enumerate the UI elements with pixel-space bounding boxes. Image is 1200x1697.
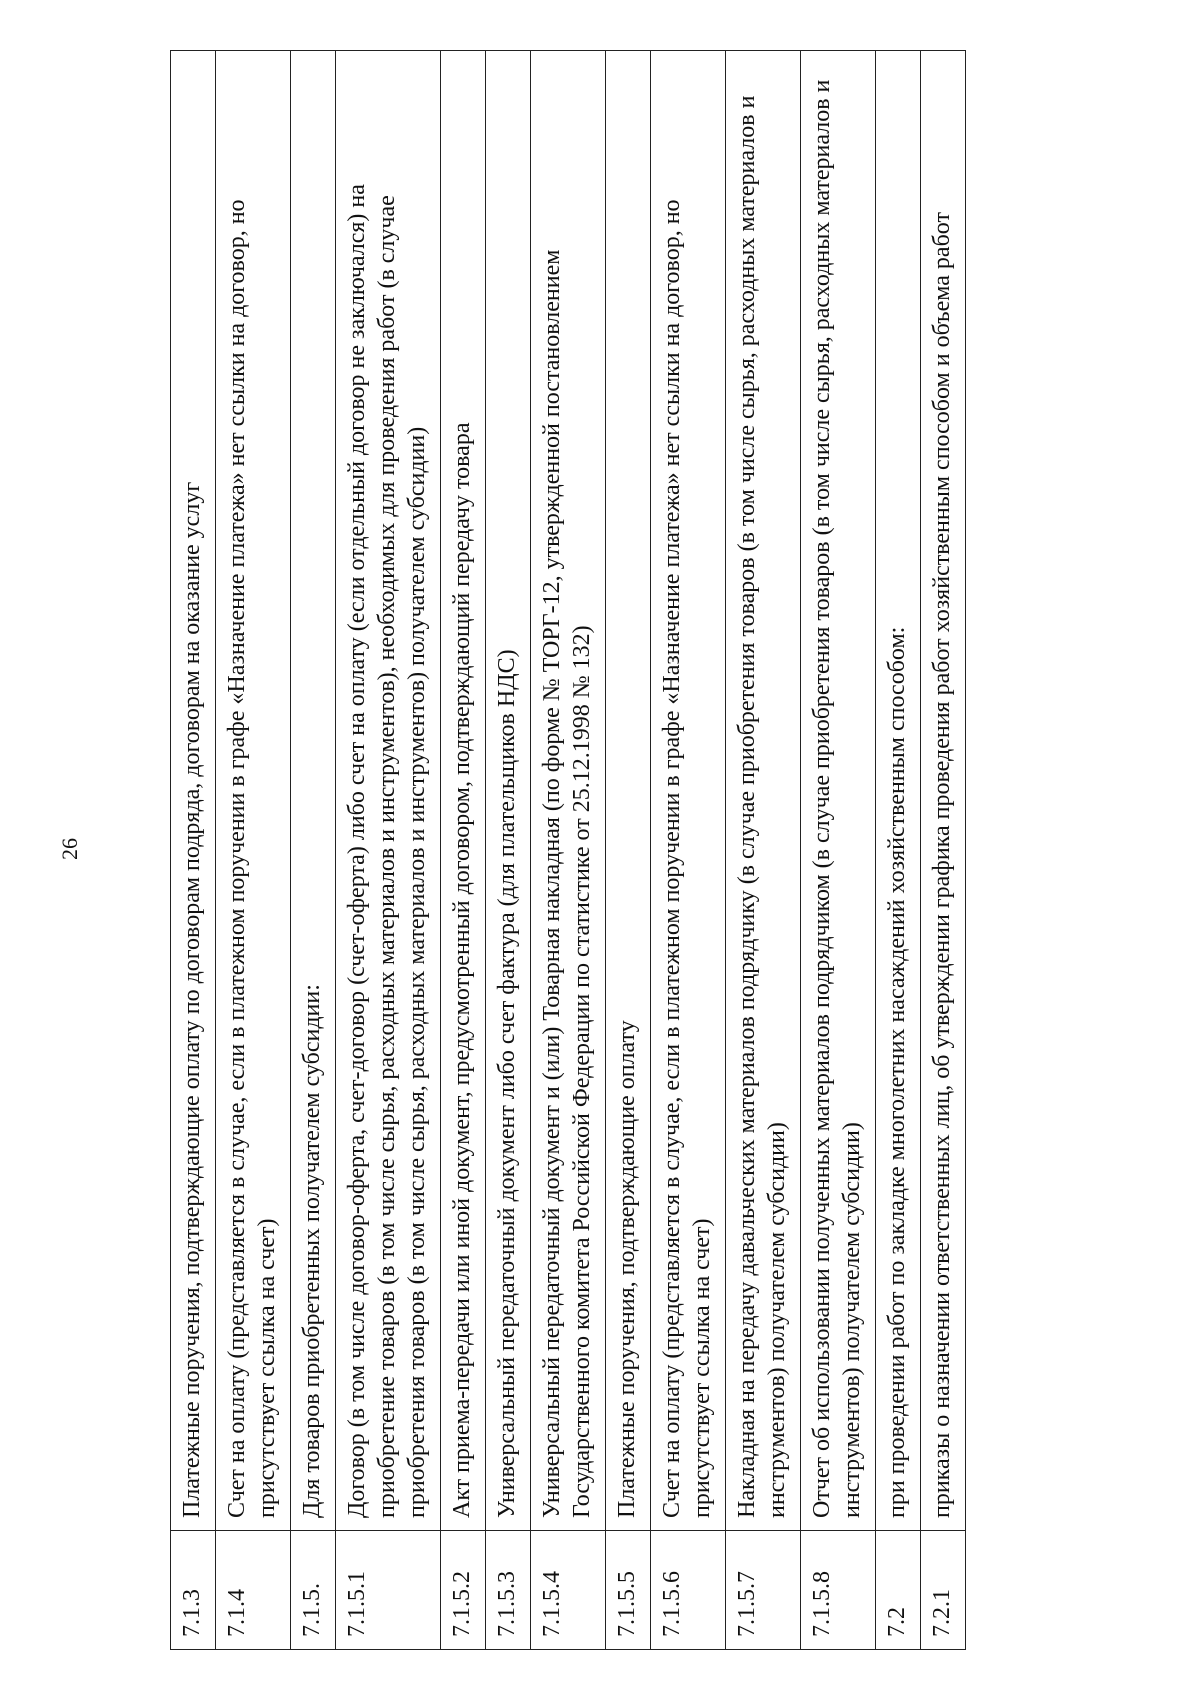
table-row xyxy=(171,51,216,1650)
item-description: Акт приема-передачи или иной документ, предусмотренный договором, подтверждающий передачу товара xyxy=(441,51,486,1531)
table-row xyxy=(336,51,441,1650)
item-number: 7.1.5. xyxy=(291,1531,336,1650)
item-number: 7.1.5.1 xyxy=(336,1531,441,1650)
item-number: 7.1.5.7 xyxy=(726,1531,801,1650)
document-table xyxy=(170,50,966,1650)
document-table-container xyxy=(170,50,1070,1650)
item-description: Накладная на передачу давальческих материалов подрядчику (в случае приобретения товаров (в том числе сырья, расходных материалов и инструментов) получателем субсидии) xyxy=(726,51,801,1531)
table-row xyxy=(651,51,726,1650)
item-number: 7.1.4 xyxy=(216,1531,291,1650)
table-row xyxy=(606,51,651,1650)
item-description: Универсальный передаточный документ и (или) Товарная накладная (по форме № ТОРГ-12, утвержденной постановлением Государственного комитета Российской Федерации по статистике от 25.12.1998 № 132) xyxy=(531,51,606,1531)
table-row xyxy=(486,51,531,1650)
item-number: 7.2.1 xyxy=(921,1531,966,1650)
item-number: 7.1.5.8 xyxy=(801,1531,876,1650)
item-number: 7.2 xyxy=(876,1531,921,1650)
table-row xyxy=(216,51,291,1650)
table-row xyxy=(726,51,801,1650)
item-description: при проведении работ по закладке многолетних насаждений хозяйственным способом: xyxy=(876,51,921,1531)
table-row xyxy=(921,51,966,1650)
item-description: Платежные поручения, подтверждающие оплату по договорам подряда, договорам на оказание услуг xyxy=(171,51,216,1531)
table-row xyxy=(531,51,606,1650)
item-description: Отчет об использовании полученных материалов подрядчиком (в случае приобретения товаров (в том числе сырья, расходных материалов и инструментов) получателем субсидии) xyxy=(801,51,876,1531)
table-row xyxy=(441,51,486,1650)
table-body xyxy=(171,51,966,1650)
item-description: Для товаров приобретенных получателем субсидии: xyxy=(291,51,336,1531)
item-number: 7.1.5.3 xyxy=(486,1531,531,1650)
item-number: 7.1.5.4 xyxy=(531,1531,606,1650)
item-description: приказы о назначении ответственных лиц, об утверждении графика проведения работ хозяйственным способом и объема работ xyxy=(921,51,966,1531)
item-description: Счет на оплату (представляется в случае, если в платежном поручении в графе «Назначение платежа» нет ссылки на договор, но присутствует ссылка на счет) xyxy=(651,51,726,1531)
item-description: Счет на оплату (представляется в случае, если в платежном поручении в графе «Назначение платежа» нет ссылки на договор, но присутствует ссылка на счет) xyxy=(216,51,291,1531)
item-number: 7.1.5.5 xyxy=(606,1531,651,1650)
item-description: Договор (в том числе договор-оферта, счет-договор (счет-оферта) либо счет на оплату (если отдельный договор не заключался) на приобретение товаров (в том числе сырья, расходных материалов и инструментов), необходимых для проведения работ (в случае приобретения товаров (в том числе сырья, расходных материалов и инструментов) получателем субсидии) xyxy=(336,51,441,1531)
item-description: Универсальный передаточный документ либо счет фактура (для плательщиков НДС) xyxy=(486,51,531,1531)
item-number: 7.1.3 xyxy=(171,1531,216,1650)
item-number: 7.1.5.2 xyxy=(441,1531,486,1650)
table-row xyxy=(876,51,921,1650)
item-number: 7.1.5.6 xyxy=(651,1531,726,1650)
table-row xyxy=(801,51,876,1650)
page-number: 26 xyxy=(57,838,82,860)
table-row xyxy=(291,51,336,1650)
item-description: Платежные поручения, подтверждающие оплату xyxy=(606,51,651,1531)
